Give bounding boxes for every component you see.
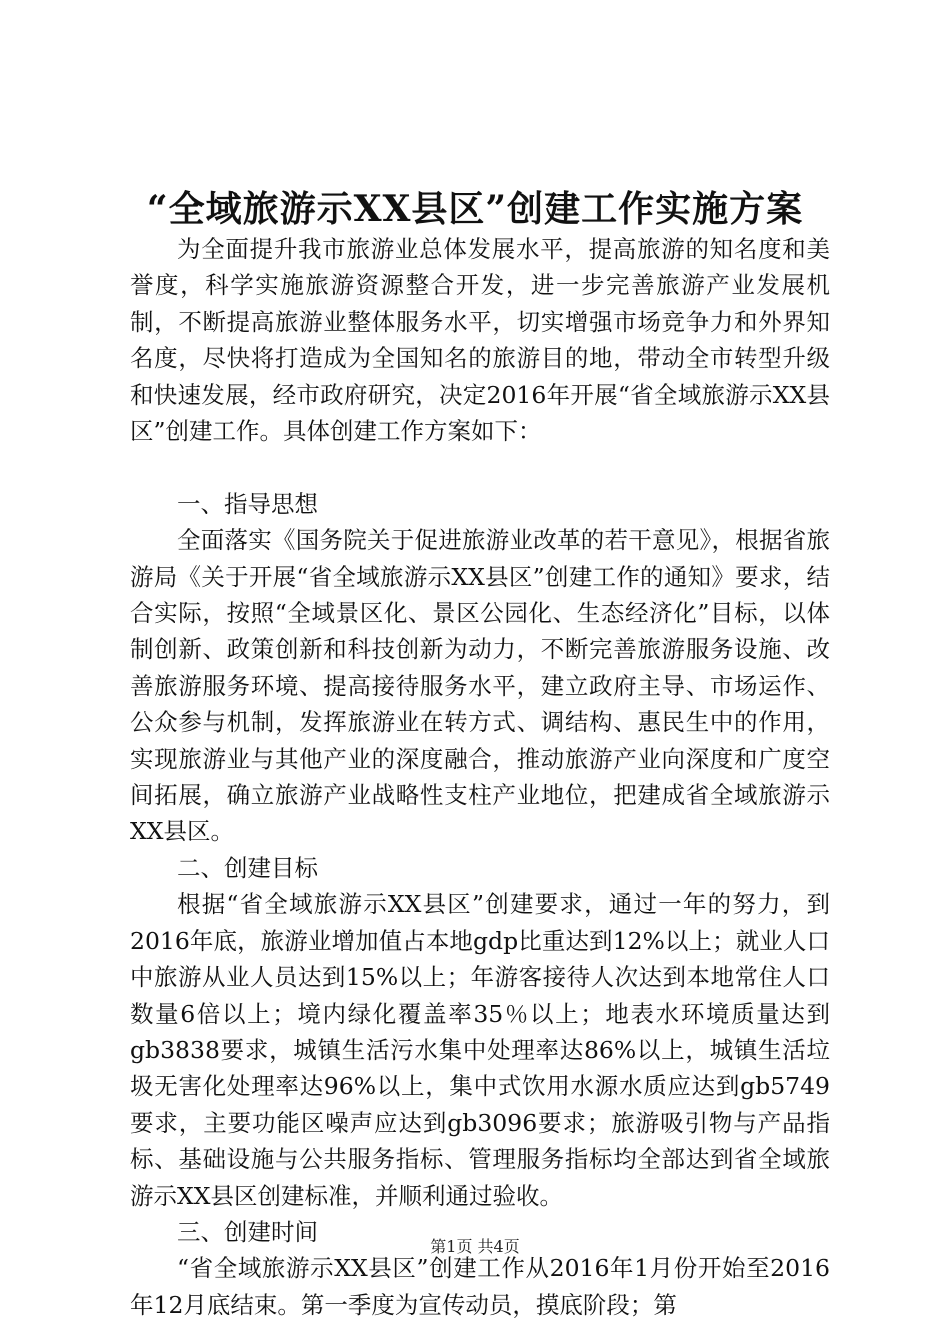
paragraph-spacer [130,449,830,485]
intro-paragraph: 为全面提升我市旅游业总体发展水平，提高旅游的知名度和美誉度，科学实施旅游资源整合开发，进一步完善旅游产业发展机制，不断提高旅游业整体服务水平，切实增强市场竞争力和外界知名度，尽快将打造成为全国知名的旅游目的地，带动全市转型升级和快速发展，经市政府研究，决定2016年开展“省全域旅游示XX县区”创建工作。具体创建工作方案如下： [130,235,830,446]
section-text-creation-time: “省全域旅游示XX县区”创建工作从2016年1月份开始至2016年12月底结束。第一季度为宣传动员，摸底阶段；第 [130,1254,830,1319]
page-footer: 第1页 共4页 [430,1237,520,1256]
section-heading-creation-goals: 二、创建目标 [177,853,318,882]
section-heading-guiding-ideology: 一、指导思想 [177,489,318,518]
section-heading-creation-time: 三、创建时间 [177,1217,318,1246]
section-text-guiding-ideology: 全面落实《国务院关于促进旅游业改革的若干意见》，根据省旅游局《关于开展“省全域旅游示XX县区”创建工作的通知》要求，结合实际，按照“全域景区化、景区公园化、生态经济化”目标，以体制创新、政策创新和科技创新为动力，不断完善旅游服务设施、改善旅游服务环境、提高接待服务水平，建立政府主导、市场运作、公众参与机制，发挥旅游业在转方式、调结构、惠民生中的作用，实现旅游业与其他产业的深度融合，推动旅游产业向深度和广度空间拓展，确立旅游产业战略性支柱产业地位，把建成省全域旅游示XX县区。 [130,526,830,846]
document-title: “全域旅游示XX县区”创建工作实施方案 [146,188,804,230]
document-body [130,231,830,1323]
section-text-creation-goals: 根据“省全域旅游示XX县区”创建要求，通过一年的努力，到2016年底，旅游业增加值占本地gdp比重达到12%以上；就业人口中旅游从业人员达到15%以上；年游客接待人次达到本地常住人口数量6倍以上；境内绿化覆盖率35％以上；地表水环境质量达到gb3838要求，城镇生活污水集中处理率达86%以上，城镇生活垃圾无害化处理率达96%以上，集中式饮用水源水质应达到gb5749要求，主要功能区噪声应达到gb3096要求；旅游吸引物与产品指标、基础设施与公共服务指标、管理服务指标均全部达到省全域旅游示XX县区创建标准，并顺利通过验收。 [130,890,830,1210]
